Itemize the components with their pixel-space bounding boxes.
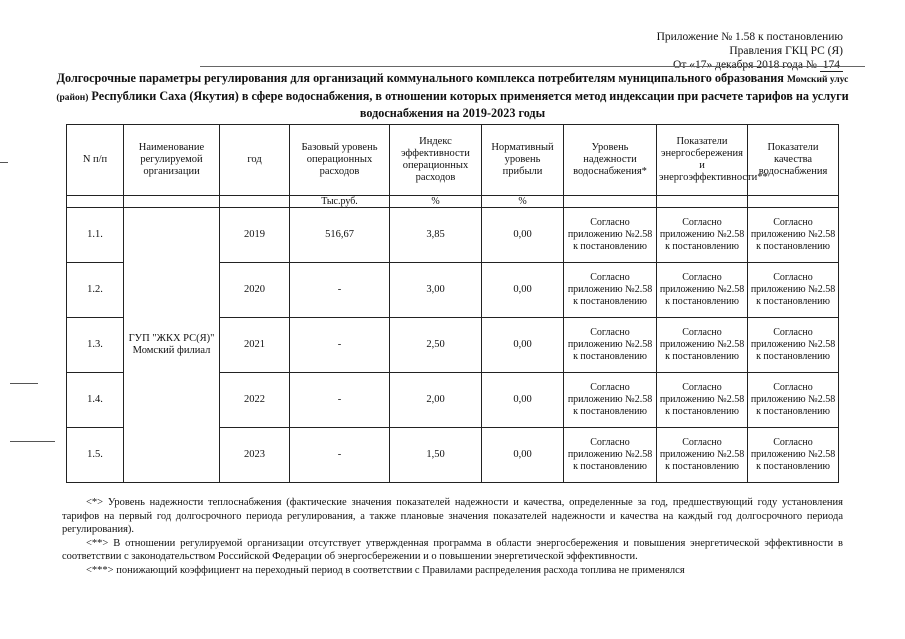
row-num: 1.5.	[67, 428, 124, 483]
row-reliability: Согласно приложению №2.58 к постановлению	[564, 208, 657, 263]
row-profit: 0,00	[482, 208, 564, 263]
header-rule	[200, 66, 865, 67]
col-header-base: Базовый уровень операционных расходов	[290, 125, 390, 196]
unit-cell	[657, 196, 748, 208]
unit-cell	[124, 196, 220, 208]
title-part-3: Республики Саха (Якутия) в сфере водоснабжения, в отношении которых применяется метод индексации при расчете тарифов на услуги водоснабжения на 2019-2023 годы	[91, 88, 849, 120]
row-num: 1.3.	[67, 318, 124, 373]
row-index: 2,00	[390, 373, 482, 428]
unit-cell	[564, 196, 657, 208]
row-num: 1.2.	[67, 263, 124, 318]
scan-artifact	[10, 383, 38, 384]
unit-base: Тыс.руб.	[290, 196, 390, 208]
footnote-3: <***> понижающий коэффициент на переходный период в соответствии с Правилами распределения расхода топлива не применялся	[86, 564, 685, 576]
table-header-row	[67, 125, 839, 196]
header-line-2: Правления ГКЦ РС (Я)	[729, 45, 843, 57]
row-energy: Согласно приложению №2.58 к постановлению	[657, 373, 748, 428]
scan-artifact	[0, 162, 8, 163]
row-base: 516,67	[290, 208, 390, 263]
row-quality: Согласно приложению №2.58 к постановлению	[748, 318, 839, 373]
row-index: 3,00	[390, 263, 482, 318]
row-num: 1.4.	[67, 373, 124, 428]
row-quality: Согласно приложению №2.58 к постановлению	[748, 428, 839, 483]
row-energy: Согласно приложению №2.58 к постановлению	[657, 428, 748, 483]
row-profit: 0,00	[482, 428, 564, 483]
row-index: 2,50	[390, 318, 482, 373]
row-energy: Согласно приложению №2.58 к постановлению	[657, 208, 748, 263]
row-reliability: Согласно приложению №2.58 к постановлению	[564, 263, 657, 318]
row-profit: 0,00	[482, 318, 564, 373]
unit-cell	[220, 196, 290, 208]
document-title	[48, 71, 857, 122]
title-part-1: Долгосрочные параметры регулирования для организаций коммунального комплекса потребителям муниципального образования	[56, 71, 784, 85]
row-energy: Согласно приложению №2.58 к постановлению	[657, 263, 748, 318]
row-reliability: Согласно приложению №2.58 к постановлению	[564, 428, 657, 483]
title-district: Момский улус (район)	[56, 75, 849, 103]
row-reliability: Согласно приложению №2.58 к постановлению	[564, 318, 657, 373]
footnotes	[62, 496, 843, 577]
row-year: 2022	[220, 373, 290, 428]
parameters-table	[66, 124, 839, 483]
row-base: -	[290, 263, 390, 318]
row-base: -	[290, 318, 390, 373]
unit-index: %	[390, 196, 482, 208]
row-base: -	[290, 373, 390, 428]
footnote-2: <**> В отношении регулируемой организации отсутствует утвержденная программа в области энергосбережения и повышения энергетической эффективности в соответствии с законодательством Российской Федерации об энергосбережении и о повышении энергетической эффективности.	[62, 537, 843, 562]
col-header-index: Индекс эффективности операционных расходов	[390, 125, 482, 196]
footnote-1: <*> Уровень надежности теплоснабжения (фактические значения показателей надежности и качества, определенные за год, предшествующий году установления тарифов на первый год долгосрочного периода регулирования, а также плановые значения показателей надежности и качества на каждый год долгосрочного периода регулирования).	[62, 497, 843, 535]
header-date: От «17» декабря 2018 года №	[673, 59, 817, 71]
row-quality: Согласно приложению №2.58 к постановлению	[748, 208, 839, 263]
row-reliability: Согласно приложению №2.58 к постановлению	[564, 373, 657, 428]
row-index: 1,50	[390, 428, 482, 483]
scan-artifact	[10, 441, 55, 442]
row-year: 2019	[220, 208, 290, 263]
row-base: -	[290, 428, 390, 483]
unit-cell	[748, 196, 839, 208]
row-quality: Согласно приложению №2.58 к постановлению	[748, 373, 839, 428]
row-index: 3,85	[390, 208, 482, 263]
header-line-1: Приложение № 1.58 к постановлению	[656, 31, 843, 43]
row-quality: Согласно приложению №2.58 к постановлению	[748, 263, 839, 318]
row-year: 2023	[220, 428, 290, 483]
row-year: 2020	[220, 263, 290, 318]
row-num: 1.1.	[67, 208, 124, 263]
col-header-quality: Показатели качества водоснабжения	[748, 125, 839, 196]
table-row	[67, 208, 839, 263]
row-energy: Согласно приложению №2.58 к постановлению	[657, 318, 748, 373]
row-profit: 0,00	[482, 373, 564, 428]
header-number: 174	[820, 59, 843, 72]
header-line-3	[657, 58, 843, 72]
col-header-org: Наименование регулируемой организации	[124, 125, 220, 196]
col-header-num: N п/п	[67, 125, 124, 196]
col-header-reliability: Уровень надежности водоснабжения*	[564, 125, 657, 196]
unit-cell	[67, 196, 124, 208]
col-header-year: год	[220, 125, 290, 196]
row-year: 2021	[220, 318, 290, 373]
organization-name: ГУП "ЖКХ РС(Я)" Момский филиал	[124, 208, 220, 483]
units-row	[67, 196, 839, 208]
col-header-profit: Нормативный уровень прибыли	[482, 125, 564, 196]
row-profit: 0,00	[482, 263, 564, 318]
col-header-energy: Показатели энергосбережения и энергоэффективности**	[657, 125, 748, 196]
unit-profit: %	[482, 196, 564, 208]
